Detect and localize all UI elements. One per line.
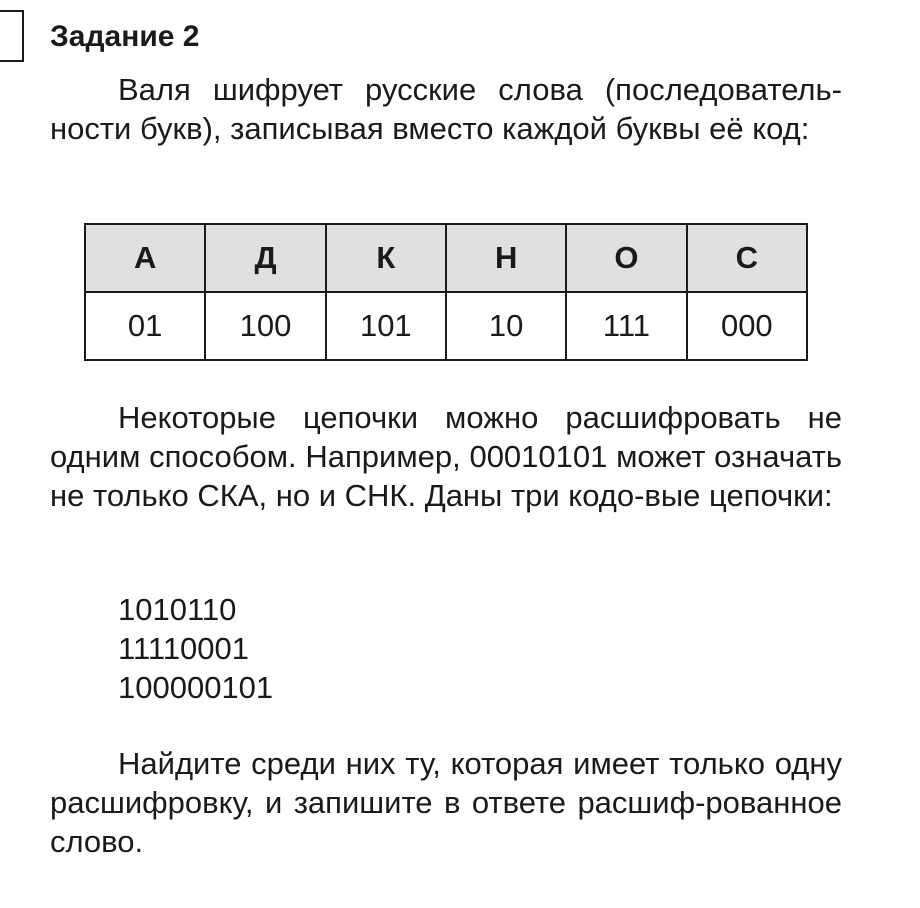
answer-box-frame — [0, 10, 24, 62]
letter-cell: Д — [205, 224, 325, 292]
question-paragraph: Найдите среди них ту, которая имеет только одну расшифровку, и запишите в ответе расшиф-рованное слово. — [50, 746, 842, 859]
letter-cell: С — [687, 224, 807, 292]
letters-row — [85, 224, 807, 292]
letter-cell: К — [326, 224, 446, 292]
code-cell: 10 — [446, 292, 566, 360]
task-title: Задание 2 — [50, 20, 200, 53]
letter-cell: О — [566, 224, 686, 292]
code-cell: 100 — [205, 292, 325, 360]
letter-cell: А — [85, 224, 205, 292]
letter-code-table — [84, 223, 808, 361]
code-cell: 111 — [566, 292, 686, 360]
letter-cell: Н — [446, 224, 566, 292]
code-cell: 000 — [687, 292, 807, 360]
code-chain-item: 100000101 — [118, 670, 274, 705]
code-chain-item: 1010110 — [118, 592, 237, 627]
task-intro-paragraph: Валя шифрует русские слова (последователь-ности букв), записывая вместо каждой буквы её код: — [50, 72, 842, 146]
code-cell: 01 — [85, 292, 205, 360]
codes-row — [85, 292, 807, 360]
explanation-paragraph: Некоторые цепочки можно расшифровать не одним способом. Например, 00010101 может означать не только СКА, но и СНК. Даны три кодо-вые цепочки: — [50, 400, 842, 513]
code-cell: 101 — [326, 292, 446, 360]
code-chain-item: 11110001 — [118, 631, 250, 666]
code-chains-list — [118, 590, 273, 707]
